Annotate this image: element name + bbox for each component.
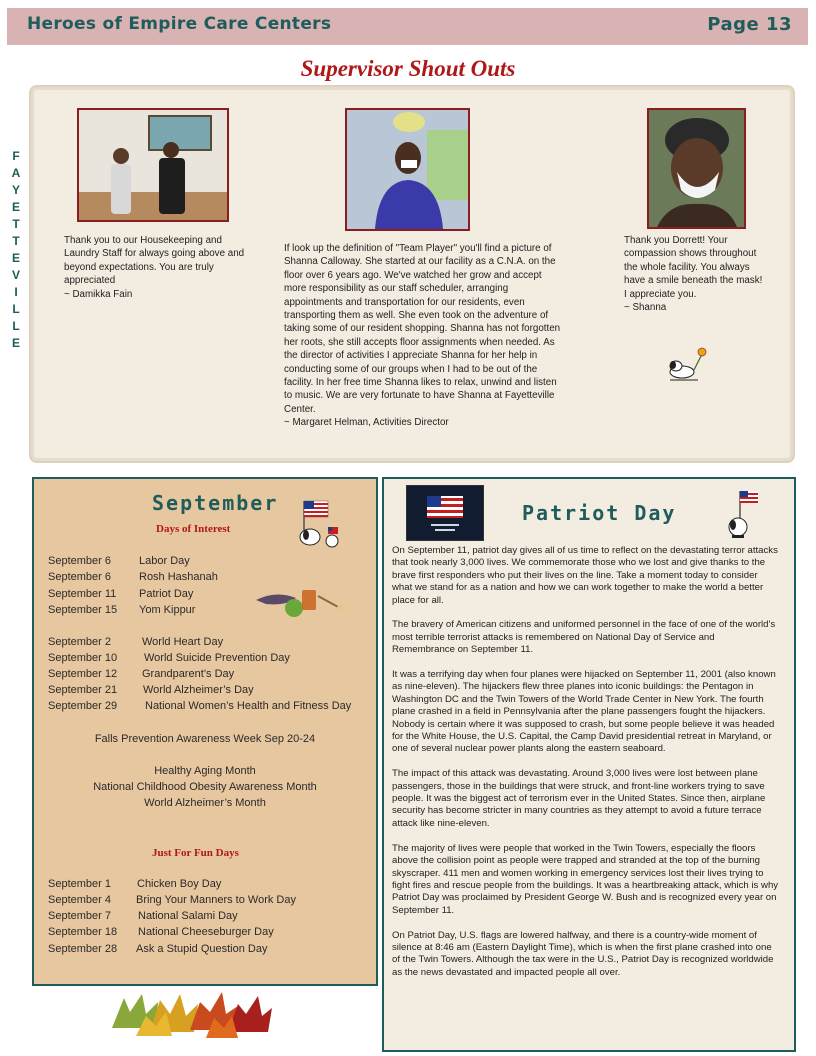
shoutout-shanna: [284, 242, 564, 430]
publication-title: Heroes of Empire Care Centers: [27, 14, 332, 34]
patriot-day-title: Patriot Day: [522, 501, 677, 525]
day-date: September 4: [48, 894, 111, 906]
shoutout-text: Thank you to our Housekeeping and Laundry Staff for always going above and beyond expectations. You are truly appreciated: [64, 235, 245, 287]
shoutout-text: If look up the definition of "Team Player" you'll find a picture of Shanna Calloway. She started at our facility as a C.N.A. on the floor over 6 years ago. We've watched her grow and accept more responsibility as our staff scheduler, arranging appointments and transportation for our residents, even transporting them as well. She even took on the adventure of taking some of our resident shopping. Shanna has not forgotten her roots, she still accepts floor assignments when needed. As the director of activities I appreciate Shanna for her help in conducting some of our groups when I had to be out of the facility. In her free time Shanna likes to relax, unwind and listen to music. We are very fortunate to have Shanna at Fayetteville Center.: [284, 243, 561, 415]
day-date: September 7: [48, 910, 111, 922]
shoutout-housekeeping: [64, 234, 259, 301]
day-date: September 28: [48, 943, 118, 955]
snoopy-flower-illustration: [664, 344, 710, 388]
awareness-month: Healthy Aging Month: [154, 765, 256, 777]
day-date: September 10: [48, 652, 118, 664]
awareness-week: Falls Prevention Awareness Week Sep 20-24: [94, 733, 316, 745]
facility-letter: V: [11, 268, 20, 282]
awareness-month: World Alzheimer’s Month: [144, 797, 266, 809]
day-date: September 6: [48, 555, 111, 567]
day-name: Ask a Stupid Question Day: [136, 943, 268, 955]
facility-letter: I: [14, 285, 18, 299]
days-of-interest-label: Days of Interest: [156, 523, 231, 535]
facility-letter: A: [11, 166, 21, 180]
flag-snoopy-icon: [294, 497, 346, 555]
day-name: World Alzheimer’s Day: [143, 684, 254, 696]
patriot-day-article: [392, 545, 780, 992]
facility-letter: E: [11, 200, 20, 214]
shoutout-signature: ~ Damikka Fain: [64, 288, 133, 300]
day-date: September 12: [48, 668, 118, 680]
day-name: Grandparent’s Day: [142, 668, 235, 680]
patriot-day-logo: [406, 485, 484, 541]
fun-days-label: Just For Fun Days: [152, 847, 239, 859]
day-date: September 1: [48, 878, 111, 890]
page-header: [7, 8, 808, 45]
facility-letter: Y: [11, 183, 20, 197]
shanna-calloway-photo: [345, 108, 470, 231]
day-name: World Suicide Prevention Day: [144, 652, 290, 664]
dorrett-photo: [647, 108, 746, 229]
day-name: Rosh Hashanah: [139, 571, 218, 583]
day-name: National Salami Day: [138, 910, 238, 922]
facility-letter: T: [12, 217, 20, 231]
housekeeping-staff-photo: [77, 108, 229, 222]
shoutout-dorrett: [624, 234, 764, 314]
day-date: September 2: [48, 636, 111, 648]
shoutouts-title: Supervisor Shout Outs: [300, 56, 516, 81]
day-date: September 11: [48, 588, 117, 600]
day-date: September 6: [48, 571, 111, 583]
day-name: Chicken Boy Day: [137, 878, 222, 890]
fruit-honey-illustration: [252, 582, 344, 620]
article-paragraph: The bravery of American citizens and uniformed personnel in the face of one of the world's most terrible terrorist attacks is remembered on National Day of Service and Remembrance on September 11.: [392, 619, 776, 656]
article-paragraph: On Patriot Day, U.S. flags are lowered halfway, and there is a country-wide moment of silence at 8:46 am (Eastern Daylight Time), which is when the first plane crashed into one of the Twin Towers. Although the tax were in the U.S., Patriot Day is recognized worldwide as the news devastated and impacted people all over.: [392, 929, 774, 978]
facility-vertical-label: [9, 148, 23, 352]
september-title: September: [152, 491, 279, 515]
awareness-month: National Childhood Obesity Awareness Month: [93, 781, 317, 793]
page-number: Page 13: [707, 14, 792, 35]
autumn-leaves-illustration: [106, 988, 276, 1040]
shoutout-signature: ~ Shanna: [624, 302, 667, 314]
facility-letter: T: [12, 234, 20, 248]
article-paragraph: It was a terrifying day when four planes were hijacked on September 11, 2001 (also known as nine-eleven). The hijackers flew three planes into iconic buildings: the Pentagon in Washington DC and the Twin Towers of the World Trade Center in New York. The fourth plane crashed in a field in Pennsylvania after the plane passengers fought the hijackers. Nobody is certain where it was supposed to crash, but some people believe it was headed for the White House, the U.S. Capital, the Camp David presidential retreat in Maryland, or one of several nuclear power plants along the eastern seaboard.: [392, 669, 776, 755]
facility-letter: L: [12, 302, 20, 316]
shoutout-text: Thank you Dorrett! Your compassion shows throughout the whole facility. You always have a smile beneath the mask! I appreciate you.: [624, 235, 763, 300]
facility-letter: E: [11, 251, 20, 265]
day-name: Patriot Day: [139, 588, 194, 600]
day-name: National Cheeseburger Day: [138, 926, 274, 938]
day-date: September 29: [48, 700, 118, 712]
day-name: Labor Day: [139, 555, 190, 567]
article-paragraph: The impact of this attack was devastating. Around 3,000 lives were lost between plane passengers, those in the buildings that were struck, and front-line workers trying to save people. It was the biggest act of terrorism ever in the United States. Since then, airplane security has become stricter in many countries as they attempt to avoid a future terrace attack like nine-eleven.: [392, 768, 766, 829]
facility-letter: E: [11, 336, 20, 350]
shoutout-signature: ~ Margaret Helman, Activities Director: [284, 417, 449, 429]
day-name: World Heart Day: [142, 636, 224, 648]
article-paragraph: On September 11, patriot day gives all of us time to reflect on the devastating terror attacks that took nearly 3,000 lives. We commemorate those who we lost and give thanks to the brave first responders who put their lives on the line. Take a moment today to consider what we stand for as a nation and how we can work together to make the world a better place for all.: [392, 545, 778, 606]
day-name: National Women’s Health and Fitness Day: [145, 700, 352, 712]
day-date: September 15: [48, 604, 118, 616]
day-name: Bring Your Manners to Work Day: [136, 894, 296, 906]
day-name: Yom Kippur: [139, 604, 196, 616]
facility-letter: L: [12, 319, 20, 333]
day-date: September 21: [48, 684, 118, 696]
article-paragraph: The majority of lives were people that worked in the Twin Towers, especially the floors above the collision point as people were trapped and stranded at the top of the burning skyscraper. 411 men and women working in emergency services lost their lives trying to fight fires and rescue people from the buildings. It was a heartbreaking attack, which is why Patriot Day was proclaimed by President George W. Bush and is recognized every year on September 11.: [392, 842, 779, 916]
snoopy-flag-icon: [726, 489, 762, 539]
facility-letter: F: [12, 149, 20, 163]
day-date: September 18: [48, 926, 118, 938]
